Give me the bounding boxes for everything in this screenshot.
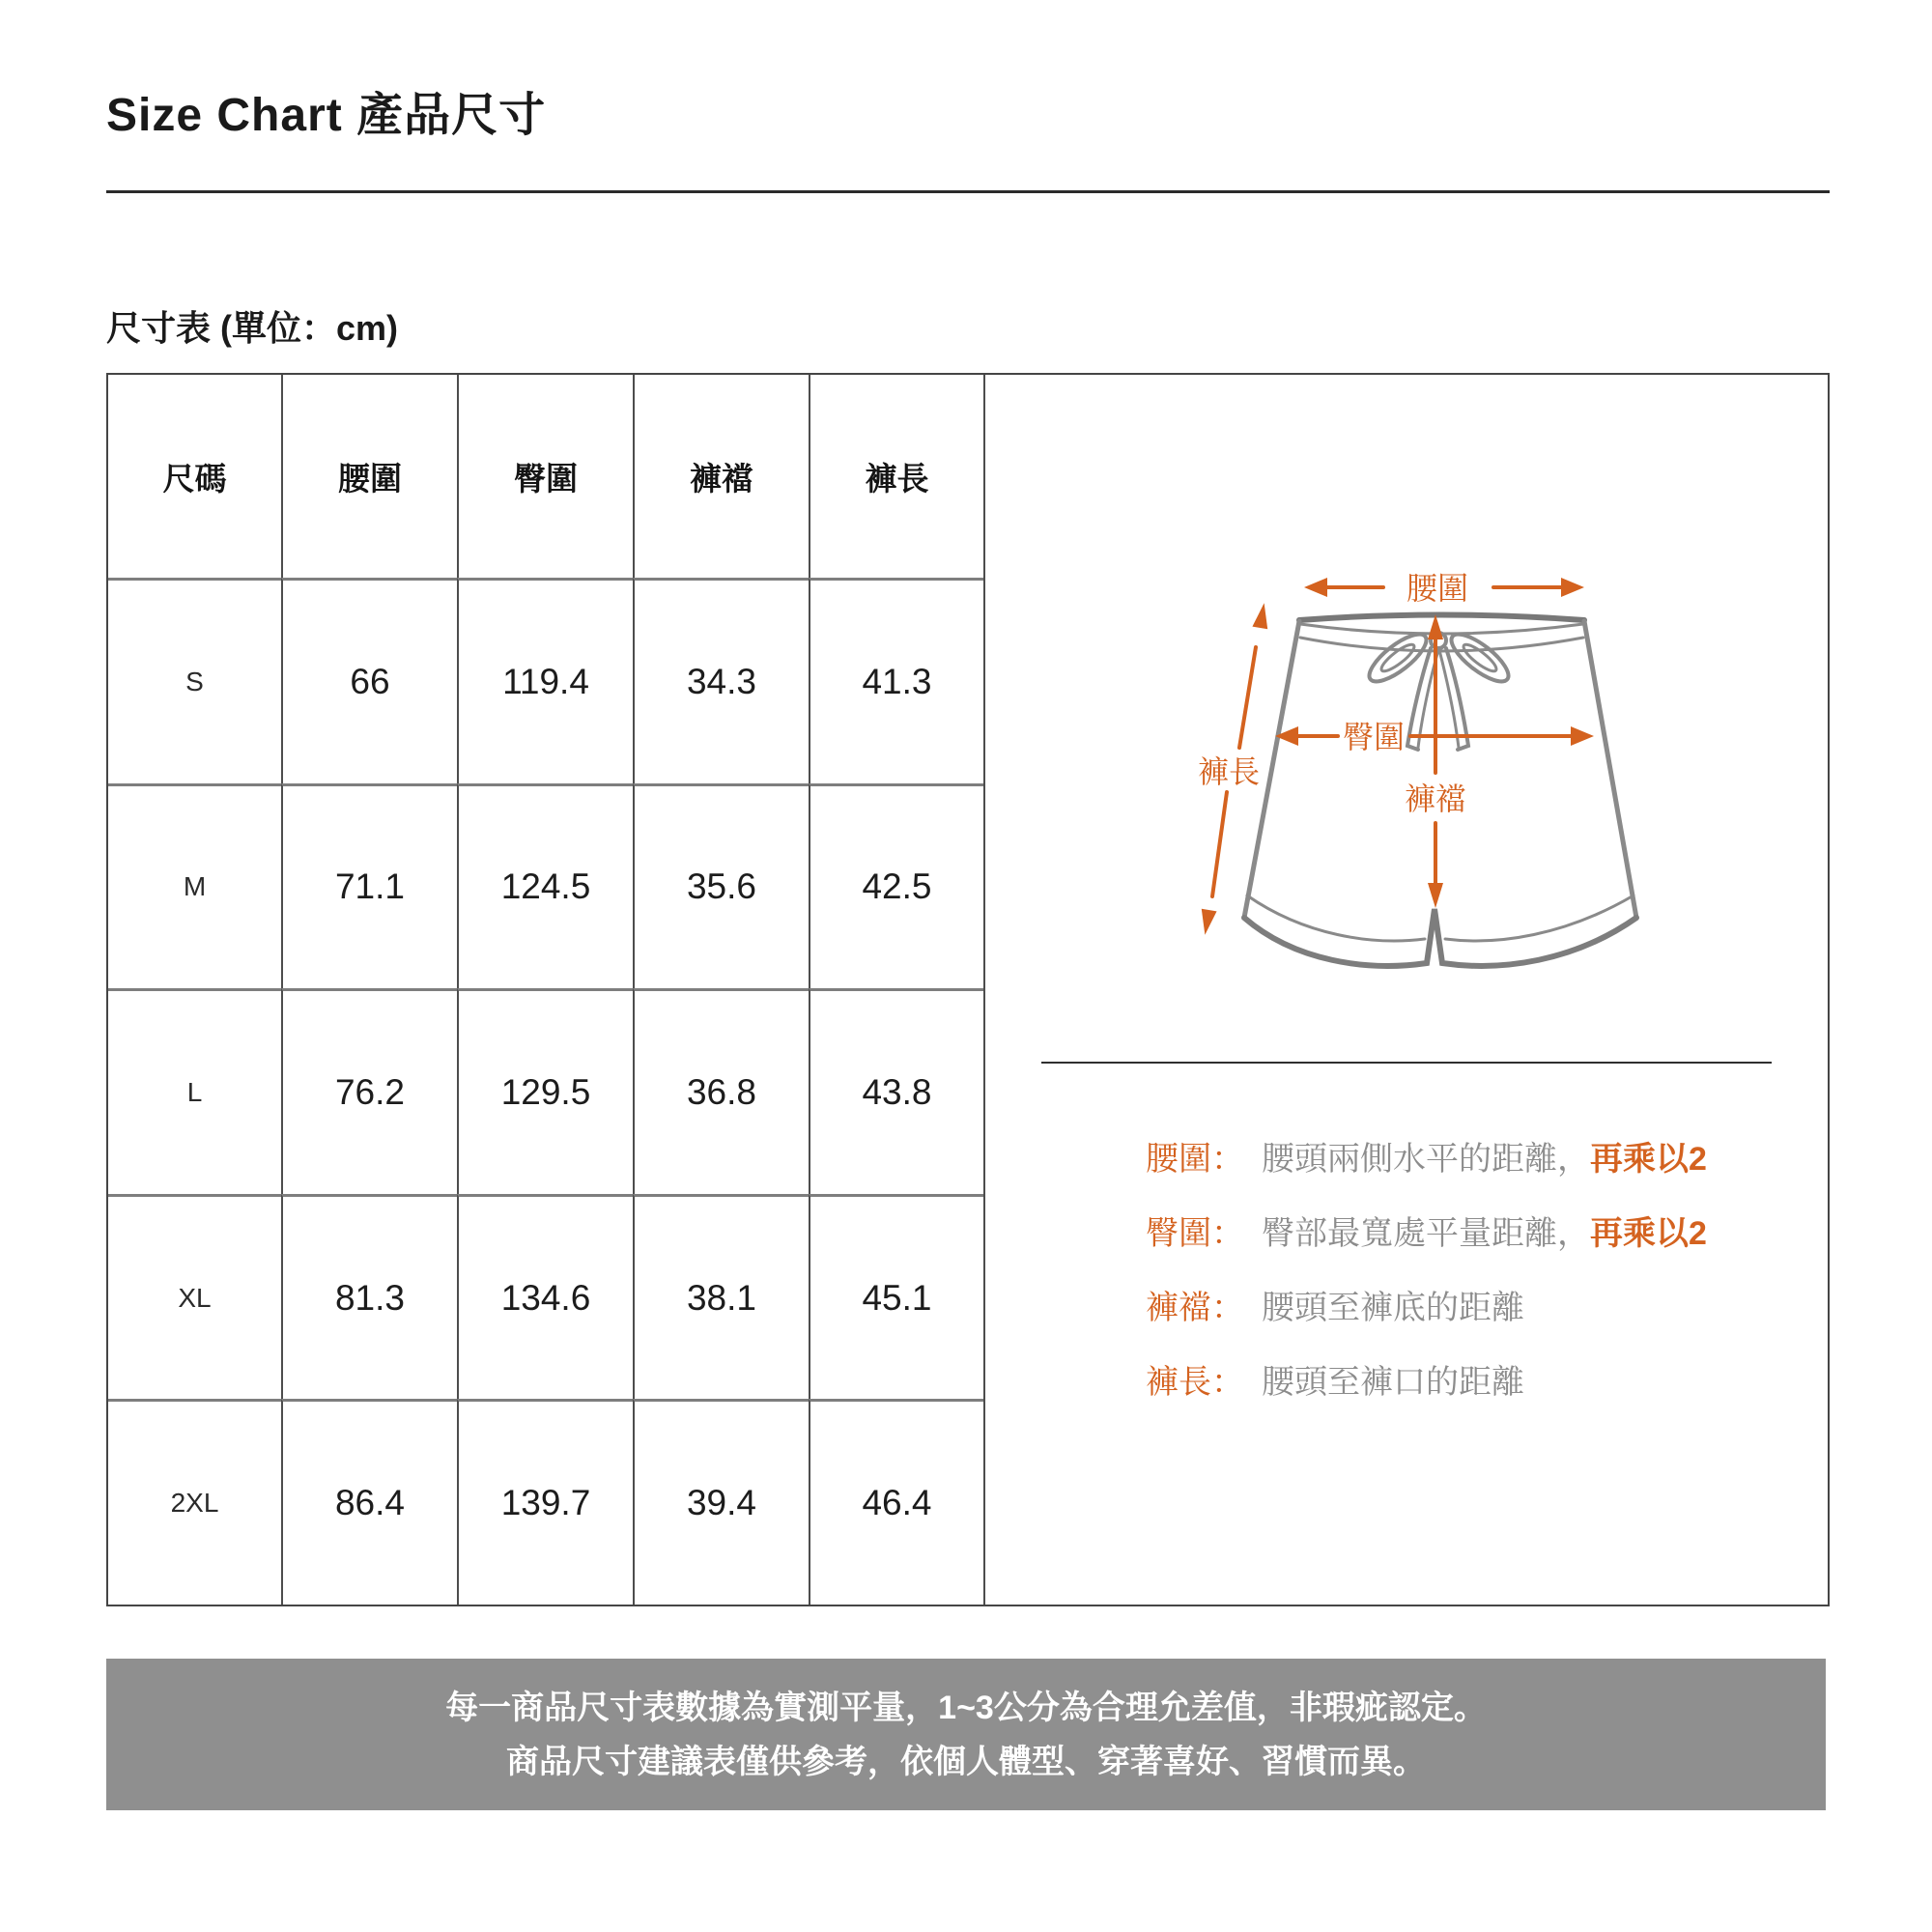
legend-hip-def: 臀部最寬處平量距離， <box>1262 1215 1590 1252</box>
table-row-m-length: 42.5 <box>809 783 983 989</box>
column-header-length: 褲長 <box>809 375 983 578</box>
legend-length-term: 褲長： <box>1146 1364 1244 1401</box>
table-subtitle: 尺寸表 (單位：cm) <box>106 308 399 348</box>
legend-waist-term: 腰圍： <box>1146 1141 1244 1178</box>
column-header-rise: 褲襠 <box>633 375 809 578</box>
legend-waist-def: 腰頭兩側水平的距離， <box>1262 1141 1590 1178</box>
table-row-l-rise: 36.8 <box>633 988 809 1194</box>
legend-waist <box>1146 1119 1707 1193</box>
table-row-xl-rise: 38.1 <box>633 1194 809 1400</box>
disclaimer-line-1: 每一商品尺寸表數據為實測平量，1~3公分為合理允差值，非瑕疵認定。 <box>445 1689 1487 1726</box>
diagram-rise-label: 褲襠 <box>1404 781 1467 816</box>
legend-waist-emph: 再乘以2 <box>1590 1141 1707 1178</box>
table-row-m-waist: 71.1 <box>281 783 457 989</box>
legend-hip-emph: 再乘以2 <box>1590 1215 1707 1252</box>
diagram-waist-label: 腰圍 <box>1406 571 1469 606</box>
table-row-2xl-waist: 86.4 <box>281 1399 457 1605</box>
table-row-l-size: L <box>108 988 281 1194</box>
table-row-l-waist: 76.2 <box>281 988 457 1194</box>
table-row-xl-size: XL <box>108 1194 281 1400</box>
size-table <box>108 375 983 1605</box>
legend-hip <box>1146 1193 1707 1267</box>
table-row-2xl-length: 46.4 <box>809 1399 983 1605</box>
table-row-m-rise: 35.6 <box>633 783 809 989</box>
measurement-guide-panel <box>983 375 1826 1605</box>
shorts-measurement-diagram <box>1188 568 1652 976</box>
page-title: Size Chart 產品尺寸 <box>106 90 547 141</box>
disclaimer-banner <box>106 1659 1826 1810</box>
table-row-xl-length: 45.1 <box>809 1194 983 1400</box>
column-header-hip: 臀圍 <box>457 375 633 578</box>
measurement-legend <box>1146 1119 1707 1416</box>
table-row-xl-hip: 134.6 <box>457 1194 633 1400</box>
legend-rise-def: 腰頭至褲底的距離 <box>1262 1290 1524 1326</box>
table-row-m-size: M <box>108 783 281 989</box>
table-row-2xl-hip: 139.7 <box>457 1399 633 1605</box>
table-row-s-rise: 34.3 <box>633 578 809 783</box>
column-header-size: 尺碼 <box>108 375 281 578</box>
table-row-2xl-size: 2XL <box>108 1399 281 1605</box>
chart-frame <box>106 373 1830 1606</box>
table-row-2xl-rise: 39.4 <box>633 1399 809 1605</box>
legend-length <box>1146 1342 1707 1416</box>
table-row-m-hip: 124.5 <box>457 783 633 989</box>
table-row-s-waist: 66 <box>281 578 457 783</box>
diagram-hip-label: 臀圍 <box>1342 720 1406 754</box>
legend-length-def: 腰頭至褲口的距離 <box>1262 1364 1524 1401</box>
column-header-waist: 腰圍 <box>281 375 457 578</box>
diagram-length-label: 褲長 <box>1197 754 1261 789</box>
table-row-l-length: 43.8 <box>809 988 983 1194</box>
disclaimer-line-2: 商品尺寸建議表僅供參考，依個人體型、穿著喜好、習慣而異。 <box>506 1743 1426 1780</box>
legend-rise-term: 褲襠： <box>1146 1290 1244 1326</box>
table-row-s-length: 41.3 <box>809 578 983 783</box>
legend-divider <box>1041 1062 1772 1064</box>
title-divider <box>106 190 1830 193</box>
table-row-l-hip: 129.5 <box>457 988 633 1194</box>
table-row-xl-waist: 81.3 <box>281 1194 457 1400</box>
table-row-s-size: S <box>108 578 281 783</box>
table-row-s-hip: 119.4 <box>457 578 633 783</box>
legend-rise <box>1146 1267 1707 1342</box>
legend-hip-term: 臀圍： <box>1146 1215 1244 1252</box>
